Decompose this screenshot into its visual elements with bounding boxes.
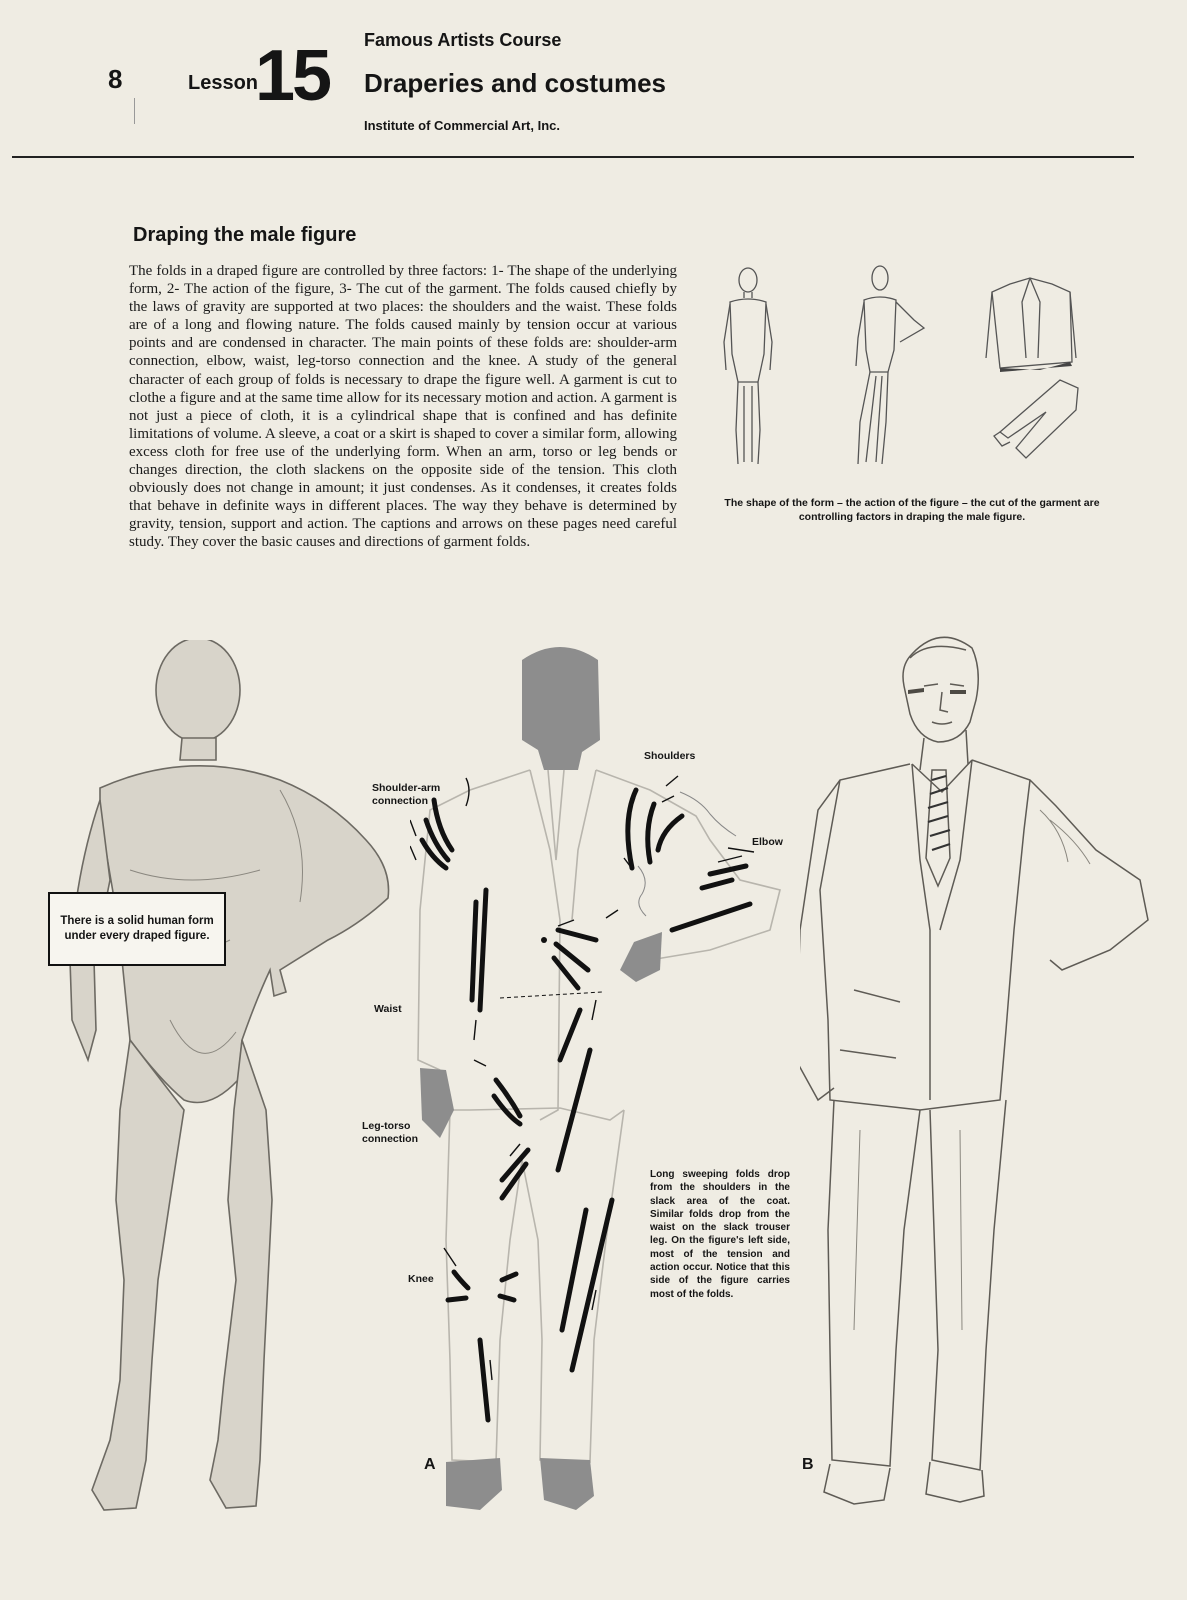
header-rule [12, 156, 1134, 158]
topic-title: Draperies and costumes [364, 68, 667, 98]
label-waist: Waist [374, 1003, 402, 1015]
section-title: Draping the male figure [133, 224, 357, 246]
label-knee: Knee [408, 1273, 434, 1285]
mannequin-figure [60, 640, 420, 1540]
clothed-man-figure-b [800, 630, 1170, 1530]
label-leg-torso: Leg-torso connection [362, 1120, 419, 1145]
label-shoulders: Shoulders [644, 750, 696, 762]
page-number: 8 [108, 64, 123, 94]
label-elbow: Elbow [752, 836, 783, 848]
body-text: The folds in a draped figure are controlled by three factors: 1- The shape of the underlying form, 2- The action of the figure, 3- The cut of the garment. The folds caused chiefly by the laws of gravity are supported at two places: the shoulders and the waist. These folds are of a long and flowing nature. The folds caused mainly by tension occur at various points and are condensed in character. The main points of these folds are: shoulder-arm connection, elbow, waist, leg-torso connection and the knee. A study of the general character of each group of folds is necessary to drape the figure well. A garment is cut to clothe a figure and at the same time allow for its necessary motion and action. A garment is not just a piece of cloth, it is a cylindrical shape that is confined and has definite limitations of volume. A sleeve, a coat or a skirt is shaped to cover a similar form, allowing excess cloth for free use of the underlying form. When an arm, torso or leg bends or changes direction, the cloth slackens on the opposite side of the tension. This cloth obviously does not change in amount; it just condenses. As it condenses, it creates folds that behave in definite ways in different places. The way they behave is determined by gravity, tension, support and action. The captions and arrows on these pages need careful study. They cover the basic causes and directions of garment folds. [129, 263, 677, 551]
institute-name: Institute of Commercial Art, Inc. [364, 118, 560, 133]
course-title: Famous Artists Course [364, 30, 562, 50]
figure-letter-b: B [802, 1456, 814, 1473]
small-figures-illustration [700, 262, 1120, 484]
header-tick [134, 98, 135, 124]
top-caption: The shape of the form – the action of the figure – the cut of the garment are controlling factors in draping the male figure. [724, 497, 1100, 523]
lesson-number: 15 [255, 36, 330, 116]
fold-diagram-figure-a [410, 640, 800, 1540]
solid-form-note: There is a solid human form under every draped figure. [48, 892, 226, 966]
label-shoulder-arm: Shoulder-arm connection [372, 782, 441, 807]
figure-letter-a: A [424, 1456, 436, 1473]
lesson-label: Lesson [188, 72, 259, 94]
long-caption: Long sweeping folds drop from the shoulders in the slack area of the coat. Similar folds drop from the waist on the slack trouser leg. On the figure's left side, most of the tension and action occur. Notice that this side of the figure carries most of the folds. [650, 1169, 790, 1300]
